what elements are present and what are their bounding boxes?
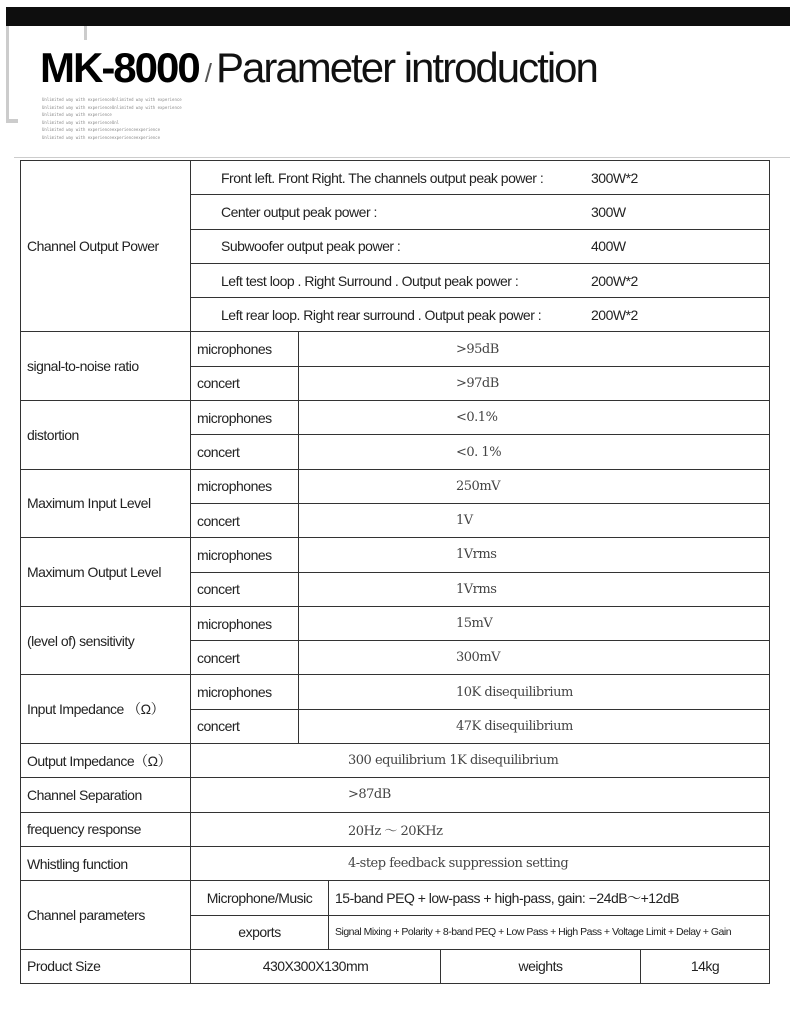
value-cell: 4-step feedback suppression setting — [191, 846, 770, 880]
value-cell: 47K disequilibrium — [299, 709, 770, 743]
filler-text — [42, 96, 182, 141]
filler-line: Unlimited way with experienceexperienceexperience — [42, 134, 161, 140]
table-row — [21, 606, 770, 640]
value-cell: >95dB — [299, 332, 770, 366]
table-row — [21, 949, 770, 983]
table-row — [21, 812, 770, 846]
sub-label: microphones — [191, 469, 299, 503]
power-cell — [191, 195, 770, 229]
value-cell: 15mV — [299, 606, 770, 640]
table-row — [21, 469, 770, 503]
table-row — [21, 778, 770, 812]
value-cell: 1Vrms — [299, 572, 770, 606]
row-label: distortion — [21, 401, 191, 470]
sub-label: concert — [191, 572, 299, 606]
bracket-decoration — [84, 26, 87, 40]
row-label: Input Impedance （Ω） — [21, 675, 191, 744]
value-cell: <0.1% — [299, 401, 770, 435]
table-row — [21, 846, 770, 880]
sub-label: Microphone/Music — [191, 881, 329, 915]
value-cell: >97dB — [299, 366, 770, 400]
row-label: Maximum Output Level — [21, 538, 191, 607]
value-cell: 1V — [299, 503, 770, 537]
sub-label: concert — [191, 641, 299, 675]
row-label: Whistling function — [21, 846, 191, 880]
sub-label: exports — [191, 915, 329, 949]
title-separator: / — [204, 58, 210, 88]
size-value: 430X300X130mm — [191, 949, 441, 983]
page-title — [40, 44, 597, 92]
weight-label: weights — [441, 949, 641, 983]
table-row — [21, 744, 770, 778]
table-row — [21, 401, 770, 435]
power-value: 400W — [591, 238, 626, 255]
table-row — [21, 675, 770, 709]
sub-label: microphones — [191, 675, 299, 709]
row-label: Maximum Input Level — [21, 469, 191, 538]
row-label: Channel Separation — [21, 778, 191, 812]
value-cell: 300 equilibrium 1K disequilibrium — [191, 744, 770, 778]
value-cell: 15-band PEQ + low-pass + high-pass, gain: −24dB～+12dB — [329, 881, 770, 915]
value-cell: >87dB — [191, 778, 770, 812]
power-label: Left test loop . Right Surround . Output peak power : — [221, 272, 519, 289]
divider — [14, 157, 790, 158]
value-cell: 300mV — [299, 641, 770, 675]
table-row — [21, 538, 770, 572]
power-value: 300W*2 — [591, 169, 638, 186]
filler-line: Unlimited way with experienceexperienceexperience — [42, 127, 161, 132]
value-cell: 10K disequilibrium — [299, 675, 770, 709]
row-label: (level of) sensitivity — [21, 606, 191, 675]
bracket-decoration — [6, 119, 18, 123]
row-label: Channel Output Power — [21, 161, 191, 332]
sub-label: concert — [191, 709, 299, 743]
row-label: Channel parameters — [21, 881, 191, 950]
power-label: Left rear loop. Right rear surround . Output peak power : — [221, 306, 542, 323]
table-row — [21, 881, 770, 915]
row-label: signal-to-noise ratio — [21, 332, 191, 401]
row-label: Output Impedance（Ω） — [21, 744, 191, 778]
power-cell — [191, 298, 770, 332]
sub-label: concert — [191, 503, 299, 537]
table-row — [21, 161, 770, 195]
weight-value: 14kg — [641, 949, 770, 983]
title-subtitle: Parameter introduction — [215, 44, 597, 91]
power-cell — [191, 263, 770, 297]
table-row — [21, 332, 770, 366]
sub-label: microphones — [191, 606, 299, 640]
power-cell — [191, 229, 770, 263]
bracket-decoration — [6, 26, 9, 122]
power-value: 300W — [591, 203, 626, 220]
sub-label: microphones — [191, 401, 299, 435]
value-cell: <0. 1% — [299, 435, 770, 469]
row-label: frequency response — [21, 812, 191, 846]
value-cell: 250mV — [299, 469, 770, 503]
filler-line: Unlimited way with experience — [42, 112, 112, 117]
model-name: MK-8000 — [40, 44, 199, 91]
power-value: 200W*2 — [591, 306, 638, 323]
filler-line: Unlimited way with experienceUnlimited way with experience — [42, 104, 182, 110]
filler-line: Unlimited way with experienceUnl — [42, 119, 120, 125]
power-value: 200W*2 — [591, 272, 638, 289]
spec-table — [20, 160, 770, 984]
value-cell: Signal Mixing + Polarity + 8-band PEQ + Low Pass + High Pass + Voltage Limit + Delay + Gain — [329, 915, 770, 949]
value-cell: 1Vrms — [299, 538, 770, 572]
top-bar — [6, 7, 790, 26]
power-label: Center output peak power : — [221, 203, 377, 220]
sub-label: concert — [191, 435, 299, 469]
power-label: Subwoofer output peak power : — [221, 238, 401, 255]
power-cell — [191, 161, 770, 195]
sub-label: microphones — [191, 538, 299, 572]
value-cell: 20Hz ～ 20KHz — [191, 812, 770, 846]
sub-label: concert — [191, 366, 299, 400]
power-label: Front left. Front Right. The channels output peak power : — [221, 169, 544, 186]
sub-label: microphones — [191, 332, 299, 366]
filler-line: Unlimited way with experienceUnlimited way with experience — [42, 97, 182, 102]
row-label: Product Size — [21, 949, 191, 983]
